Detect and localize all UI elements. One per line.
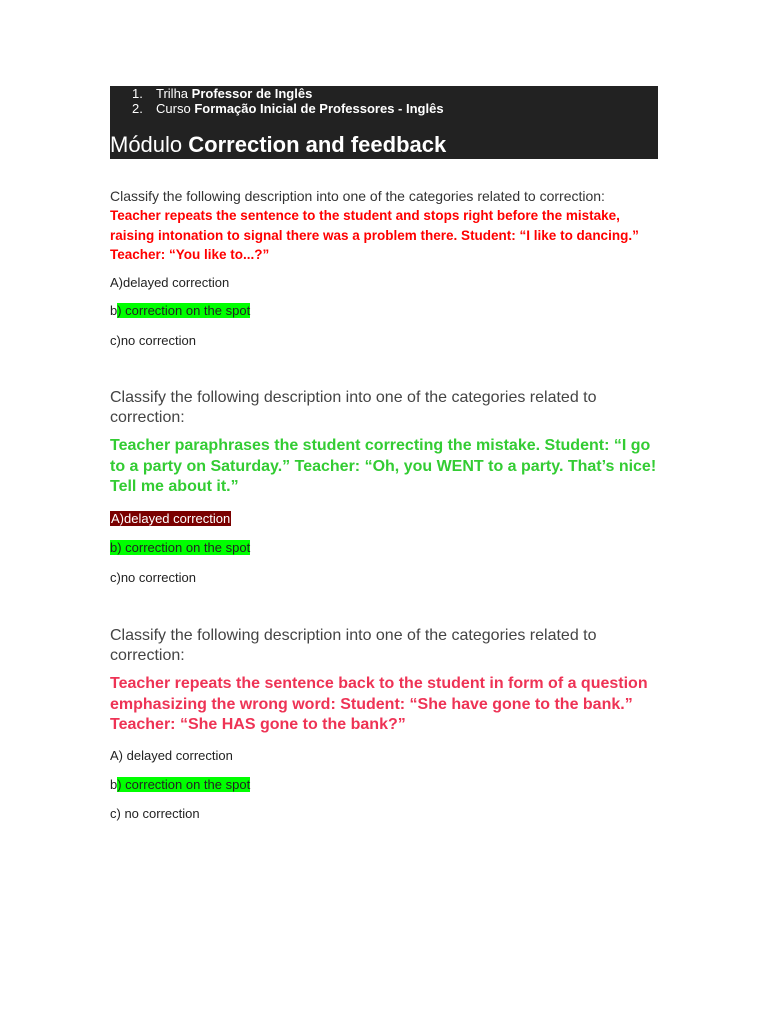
- page-title: [110, 132, 446, 158]
- option-c[interactable]: c)no correction: [110, 570, 196, 585]
- option-a[interactable]: A) delayed correction: [110, 748, 233, 763]
- breadcrumb: [132, 87, 444, 116]
- option-b-highlight: ) correction on the spot: [117, 777, 251, 792]
- option-c[interactable]: c) no correction: [110, 806, 200, 821]
- option-b[interactable]: [110, 777, 250, 793]
- breadcrumb-prefix: Trilha: [156, 86, 189, 101]
- question-description: Teacher repeats the sentence to the student and stops right before the mistake, raising intonation to signal there was a problem there. Student: “I like to dancing.” Teacher: “You like to...?”: [110, 208, 639, 262]
- question-description: Teacher repeats the sentence back to the student in form of a question emphasizing the wrong word: Student: “She have gone to the bank.” Teacher: “She HAS gone to the bank?”: [110, 675, 648, 733]
- question-1: [110, 187, 660, 265]
- option-b[interactable]: [110, 540, 250, 556]
- module-name: Correction and feedback: [188, 132, 447, 157]
- breadcrumb-prefix: Curso: [156, 100, 191, 116]
- option-a[interactable]: [110, 511, 231, 527]
- option-b-prefix: b: [110, 303, 118, 318]
- breadcrumb-name: Formação Inicial de Professores - Inglês: [194, 100, 444, 116]
- breadcrumb-item-trilha[interactable]: [132, 87, 444, 102]
- breadcrumb-number: 2.: [132, 100, 143, 116]
- option-b-highlight: b) correction on the spot: [110, 540, 251, 555]
- option-a[interactable]: A)delayed correction: [110, 275, 230, 290]
- option-b-highlight: ) correction on the spot: [117, 303, 251, 318]
- question-prompt: Classify the following description into one of the categories related to correction:: [110, 389, 597, 426]
- breadcrumb-name: Professor de Inglês: [191, 86, 313, 101]
- question-prompt: Classify the following description into one of the categories related to correction:: [110, 188, 605, 204]
- question-2: [110, 388, 660, 498]
- header-banner: [110, 86, 658, 159]
- module-prefix: Módulo: [110, 132, 183, 157]
- breadcrumb-item-curso[interactable]: [132, 102, 444, 117]
- question-3: [110, 626, 660, 736]
- option-a-highlight: A)delayed correction: [111, 511, 231, 526]
- option-b-prefix: b: [110, 777, 118, 792]
- question-description: Teacher paraphrases the student correcting the mistake. Student: “I go to a party on Saturday.” Teacher: “Oh, you WENT to a party. That’s nice! Tell me about it.”: [110, 437, 657, 495]
- option-b[interactable]: [110, 303, 250, 319]
- option-c[interactable]: c)no correction: [110, 333, 196, 348]
- breadcrumb-number: 1.: [132, 86, 143, 101]
- question-prompt: Classify the following description into one of the categories related to correction:: [110, 627, 597, 664]
